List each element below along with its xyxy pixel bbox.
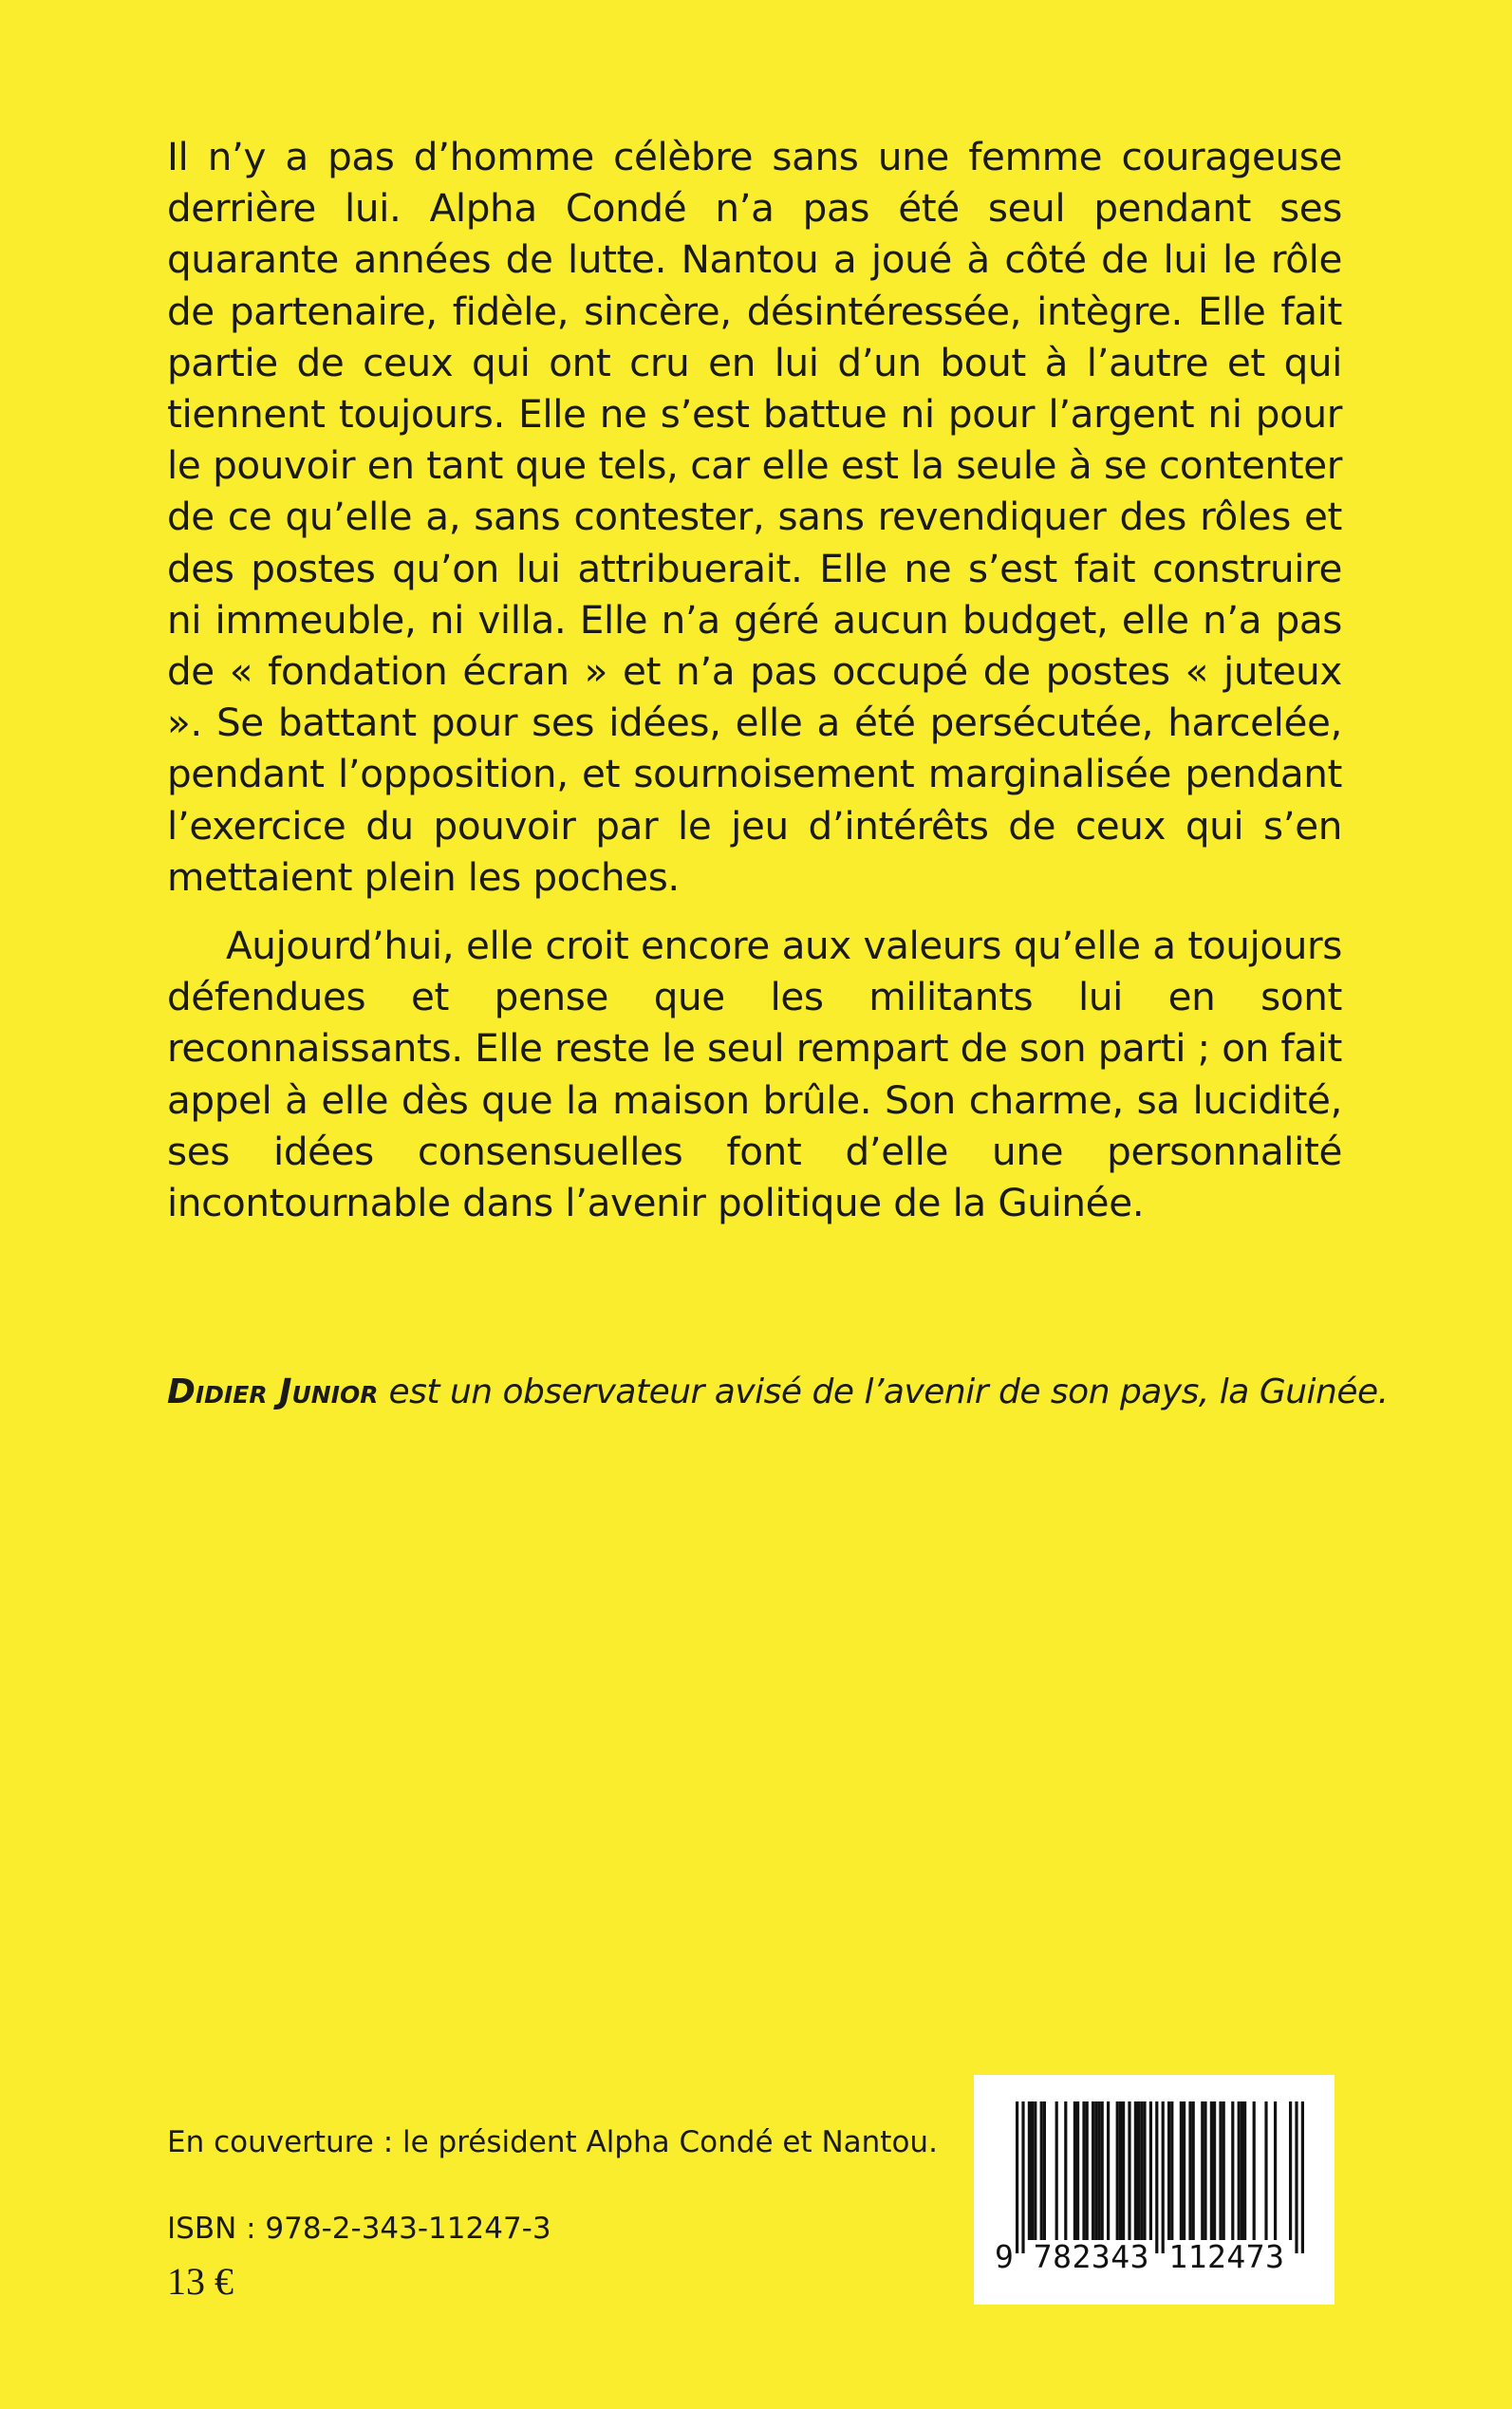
barcode-bar xyxy=(1094,2101,1097,2240)
barcode-bar xyxy=(1295,2101,1297,2253)
barcode-bar xyxy=(1128,2101,1130,2240)
barcode-bar xyxy=(1101,2101,1104,2240)
barcode-bar xyxy=(1116,2101,1119,2240)
barcode-bar xyxy=(1082,2101,1085,2240)
barcode-bar xyxy=(1201,2101,1204,2240)
barcode-bar xyxy=(1031,2101,1034,2240)
barcode-bar xyxy=(1170,2101,1173,2240)
barcode-bar xyxy=(1043,2101,1046,2240)
author-name: Didier Junior xyxy=(167,1373,379,1411)
barcode-bar xyxy=(1167,2101,1170,2240)
barcode-bar xyxy=(1119,2101,1122,2240)
barcode-digits: 9 782343 112473 xyxy=(995,2238,1285,2275)
barcode-bar xyxy=(1122,2101,1125,2240)
barcode-bar xyxy=(1134,2101,1137,2240)
barcode-bar xyxy=(1243,2101,1246,2240)
barcode-bar xyxy=(1034,2101,1036,2240)
barcode-bar xyxy=(1064,2101,1067,2240)
back-cover-blurb xyxy=(167,131,1342,1228)
barcode-bar xyxy=(1219,2101,1222,2240)
barcode-bar xyxy=(1140,2101,1143,2240)
barcode-bar xyxy=(1040,2101,1043,2240)
barcode-bar xyxy=(1204,2101,1206,2240)
barcode-bar xyxy=(1162,2101,1165,2253)
barcode-bar xyxy=(1231,2101,1234,2240)
author-note xyxy=(167,1369,1401,1416)
barcode-bar xyxy=(1210,2101,1213,2240)
barcode-bar xyxy=(1143,2101,1146,2240)
blurb-paragraph-2: Aujourd’hui, elle croit encore aux valeurs qu’elle a toujours défendues et pense que les militants lui en sont reconnaissants. Elle reste le seul rempart de son parti ; on fait appel à elle dès que la maison brûle. Son charme, sa lucidité, ses idées consensuelles font d’elle une personnalité incontournable dans l’avenir politique de la Guinée. xyxy=(167,923,1342,1226)
barcode-bar xyxy=(1301,2101,1304,2253)
barcode-bar xyxy=(1055,2101,1058,2240)
barcode-bar xyxy=(1149,2101,1152,2240)
barcode-bar xyxy=(1223,2101,1225,2240)
barcode-bar xyxy=(1213,2101,1216,2240)
barcode-bar xyxy=(1180,2101,1183,2240)
barcode-bar xyxy=(1076,2101,1079,2240)
barcode-bar xyxy=(1274,2101,1277,2240)
barcode-bar xyxy=(1073,2101,1076,2240)
barcode-bar xyxy=(1183,2101,1185,2240)
barcode-bar xyxy=(1137,2101,1140,2240)
barcode-bar xyxy=(1021,2101,1024,2253)
author-description: est un observateur avisé de l’avenir de son pays, la Guinée. xyxy=(378,1373,1389,1411)
barcode-bar xyxy=(1016,2101,1018,2253)
barcode-bar xyxy=(1086,2101,1089,2240)
barcode-bar xyxy=(1188,2101,1191,2240)
barcode-bar xyxy=(1192,2101,1195,2240)
blurb-paragraph-1: Il n’y a pas d’homme célèbre sans une femme courageuse derrière lui. Alpha Condé n’a pas été seul pendant ses quarante années de lutte. Nantou a joué à côté de lui le rôle de partenaire, fidèle, sincère, désintéressée, intègre. Elle fait partie de ceux qui ont cru en lui d’un bout à l’autre et qui tiennent toujours. Elle ne s’est battue ni pour l’argent ni pour le pouvoir en tant que tels, car elle est la seule à se contenter de ce qu’elle a, sans contester, sans revendiquer des rôles et des postes qu’on lui attribuerait. Elle ne s’est fait construire ni immeuble, ni villa. Elle n’a géré aucun budget, elle n’a pas de « fondation écran » et n’a pas occupé de postes « juteux ». Se battant pour ses idées, elle a été persécutée, harcelée, pendant l’opposition, et sournoisement marginalisée pendant l’exercice du pouvoir par le jeu d’intérêts de ceux qui s’en mettaient plein les poches. xyxy=(167,134,1342,900)
barcode-bar xyxy=(1289,2101,1292,2240)
barcode-bar xyxy=(1264,2101,1267,2240)
price: 13 € xyxy=(167,2260,233,2303)
barcode-bar xyxy=(1155,2101,1158,2253)
barcode-bar xyxy=(1028,2101,1031,2240)
barcode-bar xyxy=(1241,2101,1243,2240)
barcode xyxy=(974,2075,1335,2305)
barcode-bar xyxy=(1107,2101,1110,2240)
isbn: ISBN : 978-2-343-11247-3 xyxy=(167,2212,551,2246)
barcode-bar xyxy=(1097,2101,1100,2240)
barcode-bar xyxy=(1253,2101,1256,2240)
barcode-bar xyxy=(1092,2101,1094,2240)
barcode-bar xyxy=(1238,2101,1241,2240)
cover-credit: En couverture : le président Alpha Condé et Nantou. xyxy=(167,2125,938,2159)
